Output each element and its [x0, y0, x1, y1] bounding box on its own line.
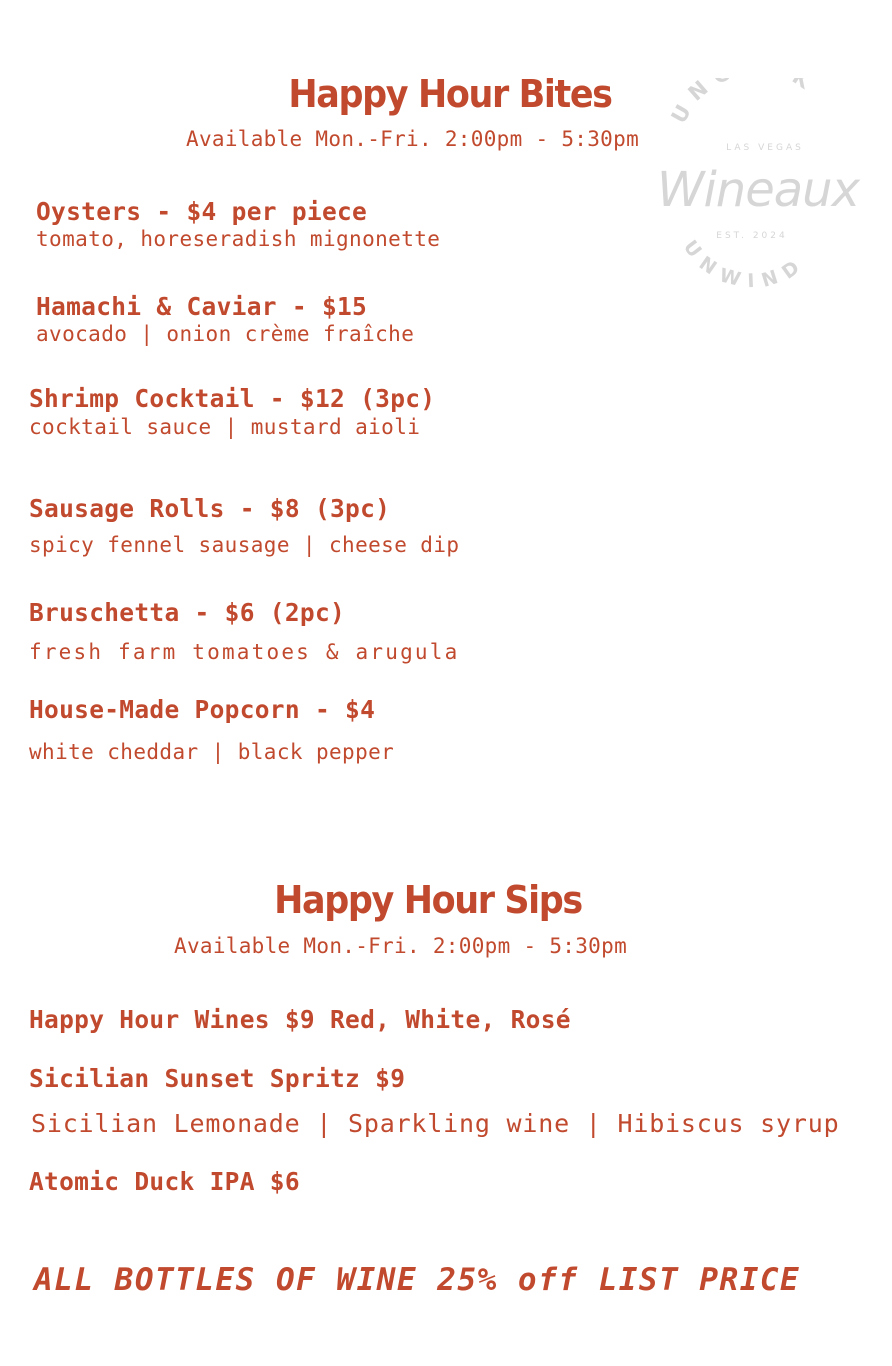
menu-item-name: Sausage Rolls - $8 (3pc)	[29, 494, 391, 523]
logo-top-text: UN K	[666, 78, 823, 128]
drink-item-name: Happy Hour Wines $9 Red, White, Rosé	[29, 1005, 571, 1034]
logo-established: EST. 2024	[716, 231, 788, 241]
wine-bottle-discount: ALL BOTTLES OF WINE 25% off LIST PRICE	[34, 1262, 801, 1298]
svg-text:UNWIND	[679, 236, 811, 293]
menu-item-description: avocado | onion crème fraîche	[36, 322, 415, 346]
menu-item-description: spicy fennel sausage | cheese dip	[29, 533, 460, 557]
menu-item-name: Bruschetta - $6 (2pc)	[29, 598, 346, 627]
logo-bottom-text: UNWIND	[678, 236, 811, 294]
menu-item-description: white cheddar | black pepper	[29, 740, 395, 764]
menu-item-name: Shrimp Cocktail - $12 (3pc)	[29, 384, 436, 413]
bites-section-title: Happy Hour Bites	[288, 72, 612, 116]
logo-brand: Wineaux	[657, 162, 859, 218]
menu-item-name: Oysters - $4 per piece	[36, 197, 368, 226]
drink-item-description: Sicilian Lemonade | Sparkling wine | Hibiscus syrup	[31, 1109, 840, 1138]
menu-item-name: Hamachi & Caviar - $15	[36, 292, 368, 321]
menu-item-name: House-Made Popcorn - $4	[29, 695, 376, 724]
drink-item-name: Atomic Duck IPA $6	[29, 1167, 300, 1196]
sips-availability: Available Mon.-Fri. 2:00pm - 5:30pm	[174, 934, 628, 958]
logo-city: LAS VEGAS	[726, 143, 804, 153]
bites-availability: Available Mon.-Fri. 2:00pm - 5:30pm	[186, 127, 640, 151]
menu-item-description: cocktail sauce | mustard aioli	[29, 415, 421, 439]
drink-item-name: Sicilian Sunset Spritz $9	[29, 1064, 406, 1093]
menu-item-description: tomato, horeseradish mignonette	[36, 227, 441, 251]
sips-section-title: Happy Hour Sips	[274, 878, 582, 922]
menu-item-description: fresh farm tomatoes & arugula	[29, 640, 460, 664]
